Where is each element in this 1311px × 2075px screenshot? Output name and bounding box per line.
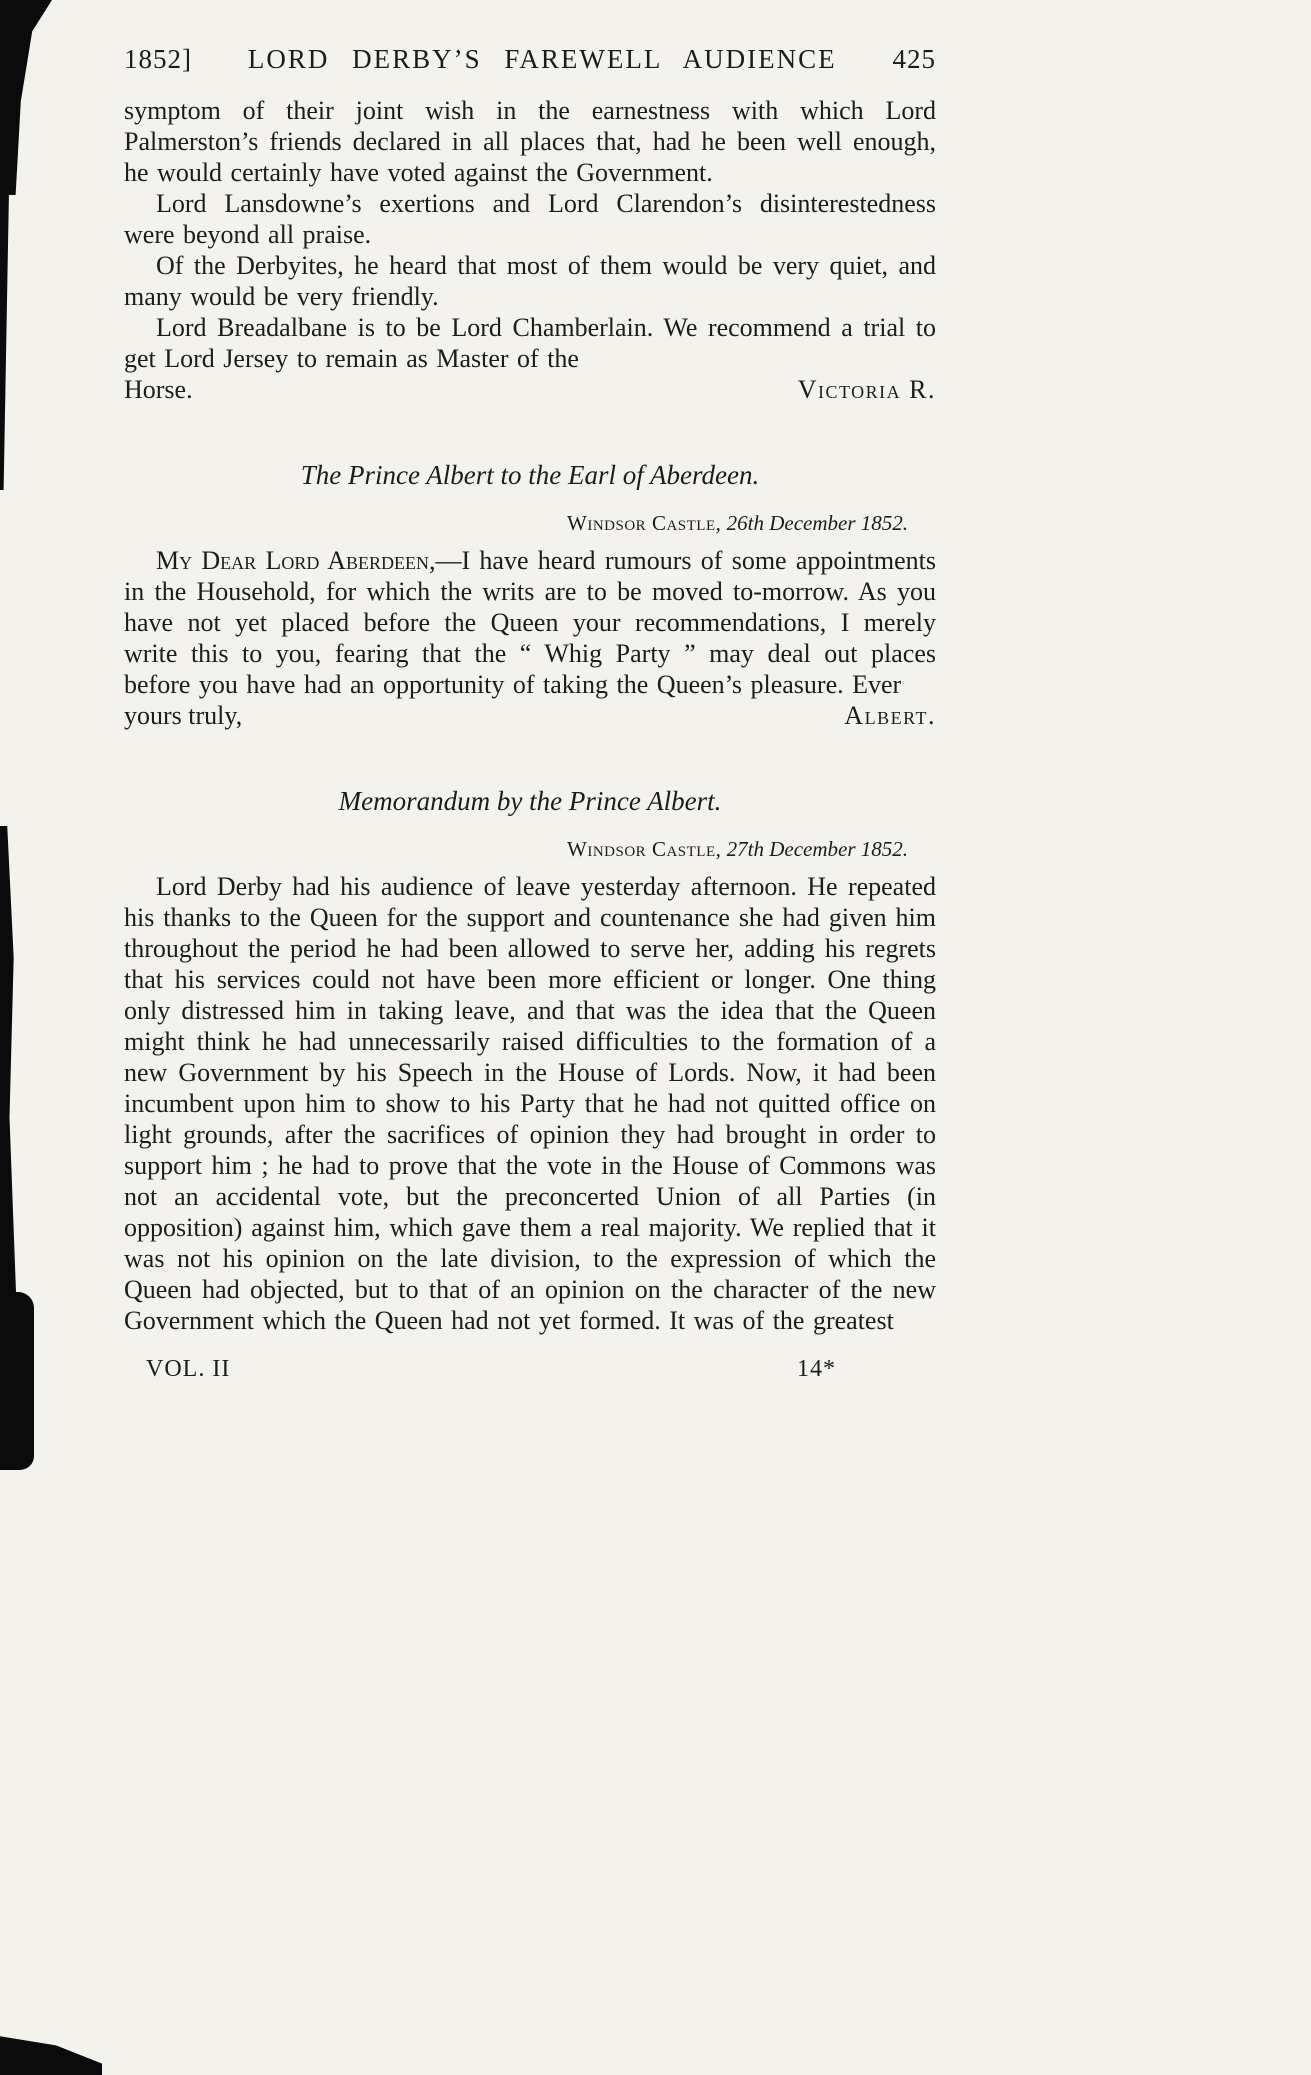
paragraph: Lord Lansdowne’s exertions and Lord Clarendon’s disinterestedness were beyond all praise. [124,189,936,249]
memo-heading: Memorandum by the Prince Albert. [338,786,722,816]
signature-line [124,374,936,405]
letter-heading: The Prince Albert to the Earl of Aberdeen. [300,460,760,490]
header-year: 1852] [124,44,192,74]
signature-albert: Albert. [844,701,936,730]
signature-mark: 14* [797,1356,836,1382]
running-head [124,44,936,75]
letter-text: —I have heard rumours of some appointments in the Household, for which the writs are to be moved to-morrow. As you have not yet placed before the Queen your recommendations, I merely write this to you, fearing that the “ Whig Party ” may deal out places before you have had an opportunity of taking the Queen’s pleasure. Ever [124,546,936,699]
dateline-place: Windsor Castle, [567,511,722,535]
salutation: My Dear Lord Aberdeen, [156,546,436,575]
dateline-date: 27th December 1852. [726,837,908,861]
scan-artifact-top-left [0,0,52,195]
paragraph: Lord Breadalbane is to be Lord Chamberlain. We recommend a trial to get Lord Jersey to remain as Master of the [124,313,936,373]
volume-label: VOL. II [146,1356,231,1382]
signature-line [124,700,936,731]
dateline [124,511,936,535]
dateline-place: Windsor Castle, [567,837,722,861]
scan-artifact-left-blob [0,1292,34,1470]
memo-body: Lord Derby had his audience of leave yesterday afternoon. He repeated his thanks to the Queen for the support and countenance she had given him throughout the period he had been allowed to serve her, adding his regrets that his services could not have been more efficient or longer. One thing only distressed him in taking leave, and that was the idea that the Queen might think he had unnecessarily raised difficulties to the formation of a new Government by his Speech in the House of Lords. Now, it had been incumbent upon him to show to his Party that he had not quitted office on light grounds, after the sacrifices of opinion they had brought in order to support him ; he had to prove that the vote in the House of Commons was not an accidental vote, but the preconcerted Union of all Parties (in opposition) against him, which gave them a real majority. We replied that it was not his opinion on the late division, to the expression of which the Queen had objected, but to that of an opinion on the character of the new Government which the Queen had not yet formed. It was of the greatest [124,872,936,1335]
letter-closing: yours truly, [124,701,243,730]
header-title: LORD DERBY’S FAREWELL AUDIENCE [247,44,837,74]
signature-victoria: Victoria R. [797,375,936,404]
dateline-date: 26th December 1852. [726,511,908,535]
paragraph-last-word: Horse. [124,375,193,404]
scan-artifact-left-bar [0,826,19,1296]
page-content [124,44,936,1383]
dateline [124,837,936,861]
page-footer [124,1356,936,1383]
paragraph: symptom of their joint wish in the earnestness with which Lord Palmerston’s friends declared in all places that, had he been well enough, he would certainly have voted against the Government. [124,96,936,187]
scan-artifact-left-sliver [0,190,9,490]
scan-artifact-bottom-left [0,2018,102,2075]
letter-body [124,545,936,700]
paragraph: Of the Derbyites, he heard that most of them would be very quiet, and many would be very friendly. [124,251,936,311]
header-page-number: 425 [892,44,936,74]
